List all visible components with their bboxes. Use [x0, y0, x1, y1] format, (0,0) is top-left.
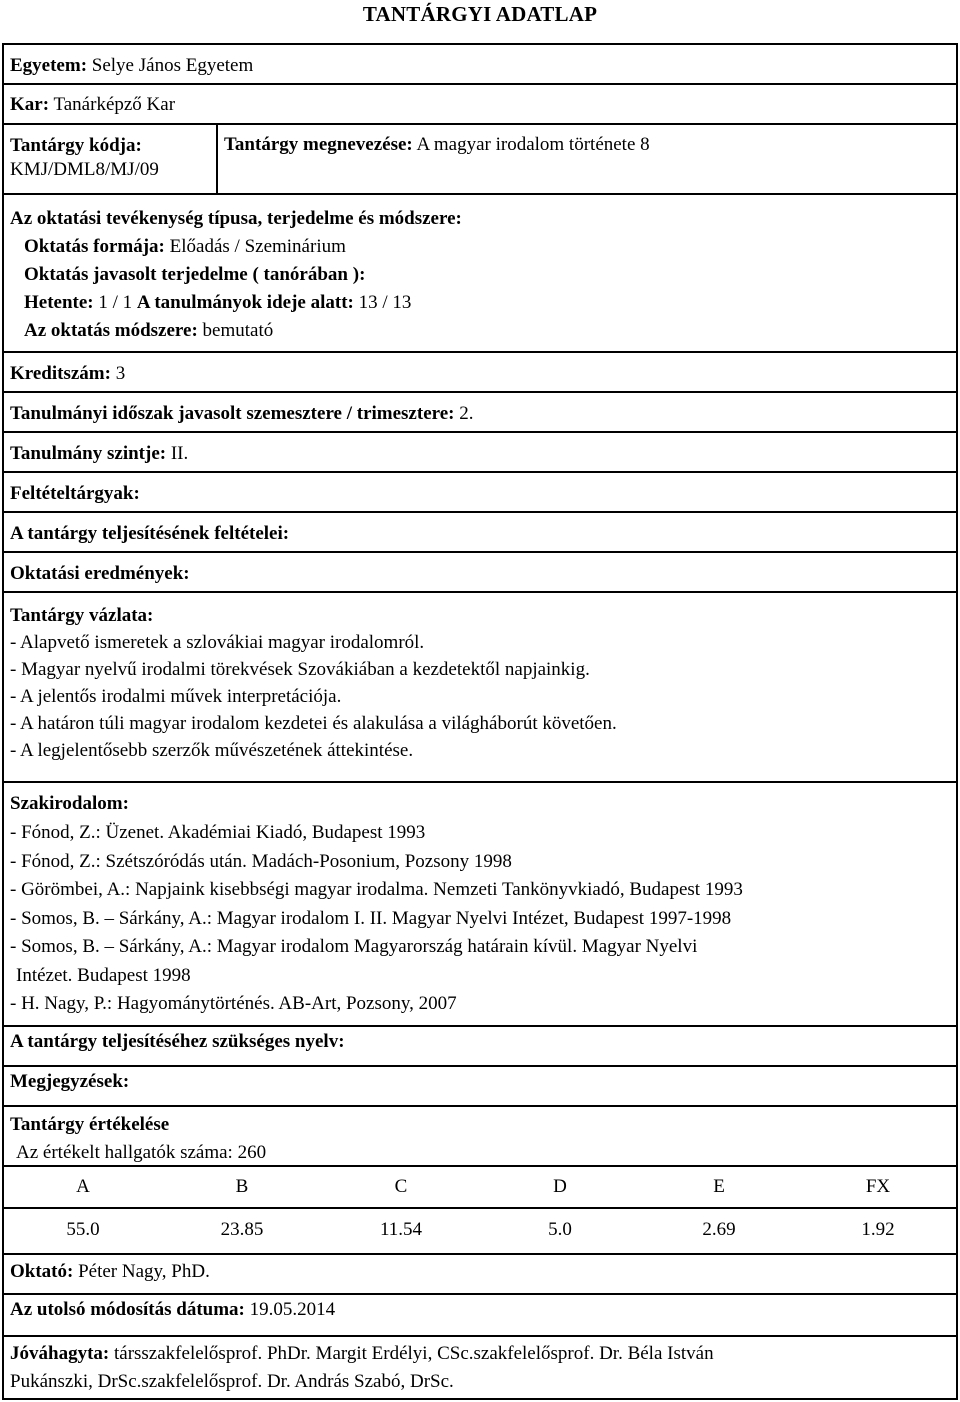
credits-label: Kreditszám: [10, 363, 111, 384]
outline-item: - A jelentős irodalmi művek interpretációja. [10, 686, 342, 707]
approved-line-1 [10, 1340, 714, 1368]
activity-form-value: Előadás / Szeminárium [169, 236, 346, 257]
course-code-label: Tantárgy kódja: [10, 135, 142, 156]
university-value: Selye János Egyetem [91, 55, 254, 76]
outline-item: - A legjelentősebb szerzők művészetének áttekintése. [10, 740, 414, 761]
teacher-row [4, 1253, 956, 1293]
university-label: Egyetem: [10, 55, 88, 76]
activity-method-value: bemutató [202, 320, 274, 341]
activity-extent-label: Oktatás javasolt terjedelme ( tanórában ): [24, 264, 366, 285]
evaluation-label: Tantárgy értékelése [10, 1114, 170, 1135]
grade-percentage: 2.69 [702, 1219, 736, 1240]
course-name-value: A magyar irodalom története 8 [416, 134, 650, 155]
grade-percentage: 55.0 [66, 1219, 100, 1240]
literature-label: Szakirodalom: [10, 793, 129, 814]
last-modified-label: Az utolsó módosítás dátuma: [10, 1299, 245, 1320]
approved-value-2: Pukánszki, DrSc.szakfelelősprof. Dr. András Szabó, DrSc. [10, 1371, 454, 1392]
outcomes-row [4, 551, 956, 591]
activity-weekly-value: 1 / 1 [98, 292, 133, 313]
activity-total-value: 13 / 13 [358, 292, 412, 313]
grade-table-mid-line [4, 1207, 956, 1209]
notes-label: Megjegyzések: [10, 1071, 130, 1092]
literature-row [4, 781, 956, 1025]
activity-weekly-line [10, 289, 462, 317]
grade-percentage: 11.54 [379, 1219, 423, 1240]
activity-method-line [10, 317, 462, 345]
evaluation-count: Az értékelt hallgatók száma: 260 [16, 1142, 267, 1163]
literature-item: - Görömbei, A.: Napjaink kisebbségi magyar irodalma. Nemzeti Tankönyvkiadó, Budapest 1993 [10, 879, 743, 900]
outline-item: - A határon túli magyar irodalom kezdetei és alakulása a világháborút követően. [10, 713, 617, 734]
grade-header: E [713, 1176, 725, 1197]
activity-total-label: A tanulmányok ideje alatt: [136, 292, 354, 313]
teacher-label: Oktató: [10, 1261, 74, 1282]
semester-label: Tanulmányi időszak javasolt szemesztere / trimesztere: [10, 403, 455, 424]
activity-method-label: Az oktatás módszere: [24, 320, 198, 341]
course-row [4, 123, 956, 193]
approved-value-1: társszakfelelősprof. PhDr. Margit Erdélyi, CSc.szakfelelősprof. Dr. Béla István [113, 1343, 714, 1364]
teacher-value: Péter Nagy, PhD. [78, 1261, 210, 1282]
prerequisites-row [4, 471, 956, 511]
conditions-row [4, 511, 956, 551]
outline-item: - Alapvető ismeretek a szlovákiai magyar irodalomról. [10, 632, 425, 653]
credits-row [4, 351, 956, 391]
conditions-label: A tantárgy teljesítésének feltételei: [10, 523, 290, 544]
literature-item: - Somos, B. – Sárkány, A.: Magyar irodalom I. II. Magyar Nyelvi Intézet, Budapest 1997-1998 [10, 907, 732, 929]
activity-form-line [10, 233, 462, 261]
activity-row [4, 193, 956, 351]
outline-item: - Magyar nyelvű irodalmi törekvések Szovákiában a kezdetektől napjainkig. [10, 659, 590, 680]
grade-percentage: 5.0 [548, 1219, 572, 1240]
language-label: A tantárgy teljesítéséhez szükséges nyelv: [10, 1031, 345, 1052]
grade-header: A [76, 1176, 90, 1197]
outline-row [4, 591, 956, 781]
university-row [4, 45, 956, 83]
grade-percentage: 1.92 [861, 1219, 895, 1240]
last-modified-row [4, 1293, 956, 1335]
semester-value: 2. [459, 403, 474, 424]
literature-item-continued: Intézet. Budapest 1998 [16, 964, 191, 986]
faculty-row [4, 83, 956, 123]
level-label: Tanulmány szintje: [10, 443, 167, 464]
last-modified-value: 19.05.2014 [249, 1299, 336, 1320]
activity-weekly-label: Hetente: [24, 292, 94, 313]
literature-item: - Fónod, Z.: Szétszóródás után. Madách-Posonium, Pozsony 1998 [10, 850, 512, 872]
outcomes-label: Oktatási eredmények: [10, 563, 190, 584]
course-name-label: Tantárgy megnevezése: [224, 134, 413, 155]
activity-heading: Az oktatási tevékenység típusa, terjedelme és módszere: [10, 208, 462, 229]
language-row [4, 1025, 956, 1065]
grade-header: C [394, 1176, 408, 1197]
credits-value: 3 [115, 363, 126, 384]
grade-percentage: 23.85 [220, 1219, 264, 1240]
activity-form-label: Oktatás formája: [24, 236, 165, 257]
level-value: II. [170, 443, 189, 464]
grade-header: D [553, 1176, 567, 1197]
faculty-value: Tanárképző Kar [53, 94, 176, 115]
literature-item: - H. Nagy, P.: Hagyománytörténés. AB-Art, Pozsony, 2007 [10, 993, 457, 1014]
prerequisites-label: Feltételtárgyak: [10, 483, 140, 504]
approved-row [4, 1335, 956, 1398]
faculty-label: Kar: [10, 94, 50, 115]
evaluation-row [4, 1105, 956, 1253]
grade-table [4, 1167, 956, 1253]
course-code-value: KMJ/DML8/MJ/09 [10, 159, 159, 180]
grade-header: FX [865, 1176, 891, 1197]
approved-label: Jóváhagyta: [10, 1343, 110, 1364]
literature-item: - Fónod, Z.: Üzenet. Akadémiai Kiadó, Budapest 1993 [10, 822, 426, 843]
document-title: TANTÁRGYI ADATLAP [362, 2, 598, 26]
semester-row [4, 391, 956, 431]
level-row [4, 431, 956, 471]
data-sheet-frame [2, 43, 958, 1400]
grade-header: B [235, 1176, 249, 1197]
outline-label: Tantárgy vázlata: [10, 605, 154, 626]
notes-row [4, 1065, 956, 1105]
literature-item: - Somos, B. – Sárkány, A.: Magyar irodalom Magyarország határain kívül. Magyar Nyelvi [10, 936, 698, 957]
